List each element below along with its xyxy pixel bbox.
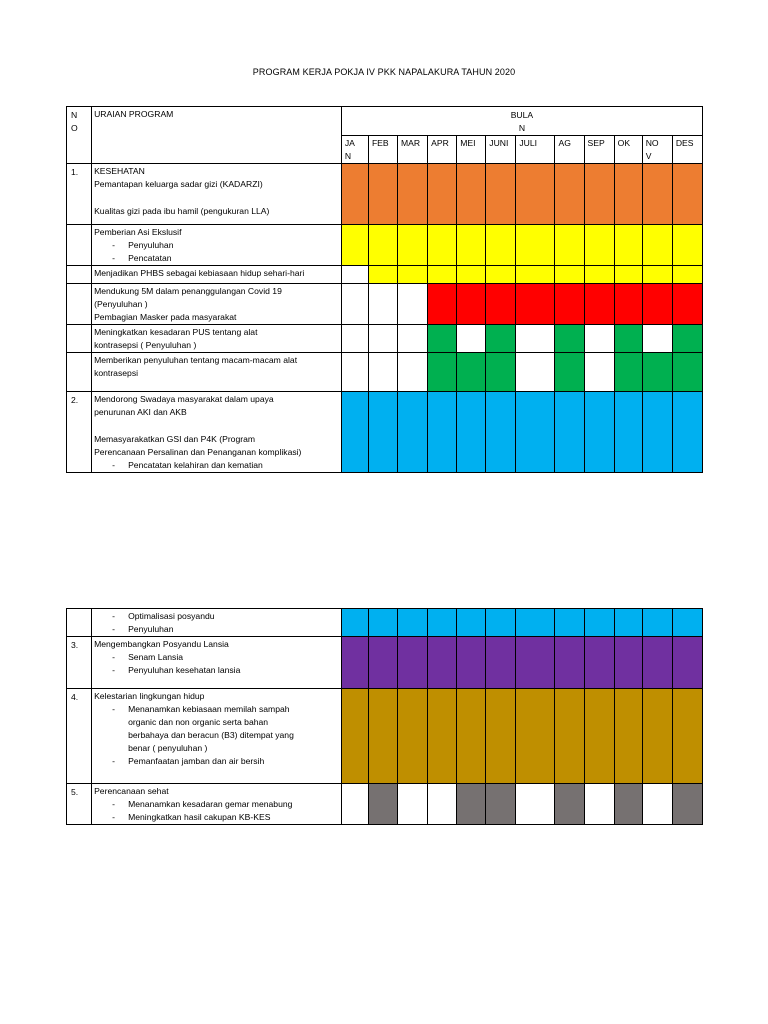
month-cell-apr bbox=[428, 637, 457, 689]
month-cell-sep bbox=[584, 392, 614, 473]
program-text: Optimalisasi posyandu bbox=[128, 611, 215, 621]
month-cell-mar bbox=[398, 609, 428, 637]
month-cell-juni bbox=[486, 689, 516, 784]
month-cell-mar bbox=[398, 637, 428, 689]
month-cell-mar bbox=[398, 392, 428, 473]
line-gap bbox=[94, 191, 341, 205]
program-row bbox=[67, 689, 703, 784]
month-cell-jan bbox=[341, 325, 368, 353]
program-subitem bbox=[94, 664, 341, 677]
header-no-label: N O bbox=[71, 110, 78, 133]
program-line bbox=[94, 354, 341, 367]
month-cell-apr bbox=[428, 609, 457, 637]
month-cell-feb bbox=[368, 784, 397, 825]
month-cell-juni bbox=[486, 637, 516, 689]
month-cell-nov bbox=[642, 325, 672, 353]
month-cell-jan bbox=[341, 225, 368, 266]
month-cell-ok bbox=[614, 225, 642, 266]
program-line bbox=[94, 433, 341, 446]
month-cell-sep bbox=[584, 325, 614, 353]
month-cell-sep bbox=[584, 266, 614, 284]
month-cell-ok bbox=[614, 609, 642, 637]
month-cell-sep bbox=[584, 784, 614, 825]
month-cell-ag bbox=[555, 392, 584, 473]
program-line bbox=[94, 339, 341, 352]
program-text: Penyuluhan kesehatan lansia bbox=[128, 665, 241, 675]
row-number bbox=[67, 392, 92, 473]
row-number-label: 1. bbox=[71, 167, 79, 177]
row-number-label: 5. bbox=[71, 787, 79, 797]
month-label: JUNI bbox=[489, 138, 509, 148]
program-text: Penyuluhan bbox=[128, 240, 174, 250]
month-cell-mei bbox=[457, 637, 486, 689]
bullet-dash: - bbox=[112, 812, 115, 822]
month-cell-mar bbox=[398, 353, 428, 392]
month-cell-mar bbox=[398, 325, 428, 353]
month-cell-apr bbox=[428, 325, 457, 353]
program-subitem bbox=[94, 703, 341, 716]
row-number bbox=[67, 784, 92, 825]
month-cell-ok bbox=[614, 164, 642, 225]
month-cell-mei bbox=[457, 325, 486, 353]
month-cell-jan bbox=[341, 353, 368, 392]
month-cell-des bbox=[672, 353, 702, 392]
month-cell-des bbox=[672, 392, 702, 473]
row-number bbox=[67, 266, 92, 284]
month-cell-des bbox=[672, 284, 702, 325]
month-header-10 bbox=[642, 136, 672, 164]
month-cell-apr bbox=[428, 225, 457, 266]
month-cell-apr bbox=[428, 392, 457, 473]
program-row bbox=[67, 637, 703, 689]
program-text: Mengembangkan Posyandu Lansia bbox=[94, 639, 229, 649]
month-cell-nov bbox=[642, 164, 672, 225]
program-row bbox=[67, 784, 703, 825]
program-text: Menanamkan kesadaran gemar menabung bbox=[128, 799, 293, 809]
row-number-label: 3. bbox=[71, 640, 79, 650]
program-text: Pemberian Asi Ekslusif bbox=[94, 227, 182, 237]
month-cell-des bbox=[672, 637, 702, 689]
program-row bbox=[67, 609, 703, 637]
program-text: kontrasepsi bbox=[94, 368, 139, 378]
month-cell-juni bbox=[486, 164, 516, 225]
month-cell-ag bbox=[555, 784, 584, 825]
month-cell-apr bbox=[428, 164, 457, 225]
program-line bbox=[94, 393, 341, 406]
month-label: APR bbox=[431, 138, 449, 148]
month-cell-ag bbox=[555, 609, 584, 637]
month-cell-sep bbox=[584, 609, 614, 637]
program-text: Kelestarian lingkungan hidup bbox=[94, 691, 205, 701]
program-description bbox=[92, 325, 342, 353]
month-cell-nov bbox=[642, 689, 672, 784]
month-cell-feb bbox=[368, 609, 397, 637]
month-cell-feb bbox=[368, 689, 397, 784]
month-label: JA N bbox=[344, 138, 355, 161]
month-cell-ag bbox=[555, 284, 584, 325]
month-cell-ag bbox=[555, 225, 584, 266]
month-cell-ag bbox=[555, 325, 584, 353]
month-cell-apr bbox=[428, 689, 457, 784]
month-cell-juni bbox=[486, 225, 516, 266]
program-line bbox=[94, 267, 341, 280]
program-line bbox=[94, 785, 341, 798]
month-cell-mei bbox=[457, 609, 486, 637]
program-text: benar ( penyuluhan ) bbox=[128, 743, 208, 753]
month-cell-apr bbox=[428, 266, 457, 284]
program-text: Menjadikan PHBS sebagai kebiasaan hidup sehari-hari bbox=[94, 268, 305, 278]
program-subitem bbox=[94, 755, 341, 768]
month-cell-mei bbox=[457, 284, 486, 325]
program-text: Pencatatan bbox=[128, 253, 172, 263]
program-table-page2 bbox=[66, 608, 703, 825]
month-cell-juli bbox=[516, 266, 555, 284]
month-cell-mar bbox=[398, 689, 428, 784]
month-cell-mei bbox=[457, 164, 486, 225]
program-subitem bbox=[94, 610, 341, 623]
program-line bbox=[94, 205, 341, 218]
month-cell-ok bbox=[614, 284, 642, 325]
program-description bbox=[92, 225, 342, 266]
program-text: penurunan AKI dan AKB bbox=[94, 407, 187, 417]
row-number bbox=[67, 689, 92, 784]
month-cell-des bbox=[672, 164, 702, 225]
month-cell-sep bbox=[584, 637, 614, 689]
bullet-dash: - bbox=[112, 799, 115, 809]
month-cell-ok bbox=[614, 266, 642, 284]
program-text: organic dan non organic serta bahan bbox=[128, 717, 269, 727]
month-cell-nov bbox=[642, 637, 672, 689]
month-cell-des bbox=[672, 325, 702, 353]
month-header-0 bbox=[341, 136, 368, 164]
row-number bbox=[67, 609, 92, 637]
month-cell-mei bbox=[457, 225, 486, 266]
row-number-label: 4. bbox=[71, 692, 79, 702]
month-cell-mei bbox=[457, 266, 486, 284]
month-cell-nov bbox=[642, 225, 672, 266]
month-label: SEP bbox=[587, 138, 605, 148]
month-cell-ag bbox=[555, 164, 584, 225]
row-number bbox=[67, 284, 92, 325]
bullet-dash: - bbox=[112, 756, 115, 766]
program-line bbox=[94, 326, 341, 339]
program-text: Senam Lansia bbox=[128, 652, 184, 662]
program-text: Perencanaan Persalinan dan Penanganan komplikasi) bbox=[94, 447, 302, 457]
month-cell-feb bbox=[368, 225, 397, 266]
month-cell-apr bbox=[428, 784, 457, 825]
month-cell-jan bbox=[341, 689, 368, 784]
program-line bbox=[94, 638, 341, 651]
program-text: (Penyuluhan ) bbox=[94, 299, 148, 309]
month-cell-juni bbox=[486, 325, 516, 353]
month-header-11 bbox=[672, 136, 702, 164]
program-row bbox=[67, 392, 703, 473]
program-subitem bbox=[94, 798, 341, 811]
month-cell-ok bbox=[614, 353, 642, 392]
month-cell-mar bbox=[398, 284, 428, 325]
month-cell-feb bbox=[368, 392, 397, 473]
month-cell-mar bbox=[398, 784, 428, 825]
bullet-dash: - bbox=[112, 704, 115, 714]
month-header-7 bbox=[555, 136, 584, 164]
month-cell-feb bbox=[368, 325, 397, 353]
month-cell-juli bbox=[516, 325, 555, 353]
program-line bbox=[94, 298, 341, 311]
header-bulan bbox=[341, 107, 702, 136]
bullet-dash: - bbox=[112, 460, 115, 470]
program-text: Kualitas gizi pada ibu hamil (pengukuran LLA) bbox=[94, 206, 270, 216]
month-cell-sep bbox=[584, 353, 614, 392]
program-subitem bbox=[94, 623, 341, 636]
document-title: PROGRAM KERJA POKJA IV PKK NAPALAKURA TAHUN 2020 bbox=[252, 67, 516, 77]
month-cell-ok bbox=[614, 392, 642, 473]
month-header-1 bbox=[368, 136, 397, 164]
month-cell-juni bbox=[486, 609, 516, 637]
program-subitem bbox=[94, 239, 341, 252]
program-description bbox=[92, 689, 342, 784]
program-text: Perencanaan sehat bbox=[94, 786, 169, 796]
month-cell-feb bbox=[368, 353, 397, 392]
row-number bbox=[67, 225, 92, 266]
header-no bbox=[67, 107, 92, 164]
program-text: Mendorong Swadaya masyarakat dalam upaya bbox=[94, 394, 274, 404]
program-text: Meningkatkan hasil cakupan KB-KES bbox=[128, 812, 271, 822]
program-line bbox=[94, 690, 341, 703]
program-row bbox=[67, 266, 703, 284]
month-cell-apr bbox=[428, 284, 457, 325]
month-cell-sep bbox=[584, 225, 614, 266]
program-description bbox=[92, 164, 342, 225]
program-line bbox=[94, 226, 341, 239]
month-cell-mei bbox=[457, 392, 486, 473]
header-program bbox=[92, 107, 342, 164]
program-line bbox=[94, 285, 341, 298]
program-subitem bbox=[94, 651, 341, 664]
month-cell-des bbox=[672, 689, 702, 784]
program-line bbox=[94, 446, 341, 459]
row-number bbox=[67, 164, 92, 225]
program-line bbox=[94, 716, 341, 729]
program-text: Memberikan penyuluhan tentang macam-macam alat bbox=[94, 355, 298, 365]
month-cell-nov bbox=[642, 284, 672, 325]
month-cell-feb bbox=[368, 164, 397, 225]
month-label: OK bbox=[617, 138, 631, 148]
month-header-2 bbox=[398, 136, 428, 164]
program-text: Meningkatkan kesadaran PUS tentang alat bbox=[94, 327, 258, 337]
month-cell-apr bbox=[428, 353, 457, 392]
program-text: Menanamkan kebiasaan memilah sampah bbox=[128, 704, 290, 714]
month-cell-feb bbox=[368, 637, 397, 689]
header-row-top bbox=[67, 107, 703, 136]
month-cell-juli bbox=[516, 689, 555, 784]
program-subitem bbox=[94, 459, 341, 472]
month-cell-mei bbox=[457, 689, 486, 784]
month-cell-des bbox=[672, 266, 702, 284]
program-line bbox=[94, 178, 341, 191]
month-cell-mar bbox=[398, 225, 428, 266]
line-gap bbox=[94, 419, 341, 433]
month-cell-juli bbox=[516, 609, 555, 637]
bullet-dash: - bbox=[112, 240, 115, 250]
month-cell-juni bbox=[486, 266, 516, 284]
program-row bbox=[67, 284, 703, 325]
month-label: AG bbox=[558, 138, 571, 148]
month-cell-mar bbox=[398, 164, 428, 225]
month-cell-nov bbox=[642, 784, 672, 825]
month-cell-juli bbox=[516, 284, 555, 325]
program-subitem bbox=[94, 811, 341, 824]
bullet-dash: - bbox=[112, 624, 115, 634]
program-line bbox=[94, 742, 341, 755]
month-cell-juli bbox=[516, 225, 555, 266]
month-cell-juni bbox=[486, 392, 516, 473]
bullet-dash: - bbox=[112, 253, 115, 263]
month-cell-des bbox=[672, 784, 702, 825]
month-cell-ag bbox=[555, 637, 584, 689]
month-cell-feb bbox=[368, 266, 397, 284]
month-header-9 bbox=[614, 136, 642, 164]
month-label: MEI bbox=[460, 138, 476, 148]
program-row bbox=[67, 164, 703, 225]
month-cell-juli bbox=[516, 353, 555, 392]
bullet-dash: - bbox=[112, 652, 115, 662]
month-cell-juli bbox=[516, 784, 555, 825]
program-text: Pembagian Masker pada masyarakat bbox=[94, 312, 237, 322]
month-cell-nov bbox=[642, 353, 672, 392]
program-row bbox=[67, 225, 703, 266]
row-number bbox=[67, 353, 92, 392]
program-line bbox=[94, 311, 341, 324]
header-program-label: URAIAN PROGRAM bbox=[94, 109, 174, 119]
program-text: Pencatatan kelahiran dan kematian bbox=[128, 460, 263, 470]
month-cell-ok bbox=[614, 637, 642, 689]
month-cell-sep bbox=[584, 689, 614, 784]
month-cell-mei bbox=[457, 353, 486, 392]
month-header-6 bbox=[516, 136, 555, 164]
program-text: kontrasepsi ( Penyuluhan ) bbox=[94, 340, 197, 350]
month-cell-des bbox=[672, 609, 702, 637]
month-cell-des bbox=[672, 225, 702, 266]
month-cell-jan bbox=[341, 392, 368, 473]
month-cell-juni bbox=[486, 353, 516, 392]
month-cell-juni bbox=[486, 784, 516, 825]
month-cell-nov bbox=[642, 609, 672, 637]
program-line bbox=[94, 729, 341, 742]
program-line bbox=[94, 165, 341, 178]
month-header-3 bbox=[428, 136, 457, 164]
month-header-4 bbox=[457, 136, 486, 164]
program-line bbox=[94, 367, 341, 380]
program-description bbox=[92, 637, 342, 689]
month-cell-mei bbox=[457, 784, 486, 825]
program-description bbox=[92, 609, 342, 637]
month-cell-ag bbox=[555, 353, 584, 392]
month-cell-jan bbox=[341, 784, 368, 825]
month-label: NO V bbox=[645, 138, 659, 161]
program-description bbox=[92, 784, 342, 825]
bullet-dash: - bbox=[112, 665, 115, 675]
program-line bbox=[94, 406, 341, 419]
header-bulan-label: BULA N bbox=[510, 110, 534, 133]
month-cell-juni bbox=[486, 284, 516, 325]
program-text: Memasyarakatkan GSI dan P4K (Program bbox=[94, 434, 256, 444]
month-cell-ok bbox=[614, 689, 642, 784]
month-cell-sep bbox=[584, 284, 614, 325]
month-cell-juli bbox=[516, 164, 555, 225]
program-row bbox=[67, 353, 703, 392]
program-text: Penyuluhan bbox=[128, 624, 174, 634]
program-description bbox=[92, 353, 342, 392]
program-description bbox=[92, 392, 342, 473]
month-cell-jan bbox=[341, 266, 368, 284]
month-cell-juli bbox=[516, 637, 555, 689]
month-cell-jan bbox=[341, 164, 368, 225]
month-label: JULI bbox=[519, 138, 538, 148]
program-description bbox=[92, 284, 342, 325]
program-text: Mendukung 5M dalam penanggulangan Covid 19 bbox=[94, 286, 282, 296]
program-text: KESEHATAN bbox=[94, 166, 145, 176]
month-cell-juli bbox=[516, 392, 555, 473]
month-cell-ok bbox=[614, 325, 642, 353]
program-text: berbahaya dan beracun (B3) ditempat yang bbox=[128, 730, 294, 740]
month-cell-mar bbox=[398, 266, 428, 284]
month-cell-nov bbox=[642, 266, 672, 284]
month-cell-ok bbox=[614, 784, 642, 825]
month-cell-ag bbox=[555, 689, 584, 784]
month-label: DES bbox=[675, 138, 694, 148]
month-cell-sep bbox=[584, 164, 614, 225]
bullet-dash: - bbox=[112, 611, 115, 621]
month-label: FEB bbox=[371, 138, 389, 148]
program-text: Pemantapan keluarga sadar gizi (KADARZI) bbox=[94, 179, 263, 189]
program-table-page1 bbox=[66, 106, 703, 473]
month-cell-jan bbox=[341, 284, 368, 325]
month-cell-jan bbox=[341, 609, 368, 637]
program-subitem bbox=[94, 252, 341, 265]
row-number-label: 2. bbox=[71, 395, 79, 405]
month-cell-nov bbox=[642, 392, 672, 473]
month-cell-feb bbox=[368, 284, 397, 325]
program-description bbox=[92, 266, 342, 284]
month-cell-jan bbox=[341, 637, 368, 689]
program-text: Pemanfaatan jamban dan air bersih bbox=[128, 756, 265, 766]
month-header-5 bbox=[486, 136, 516, 164]
month-label: MAR bbox=[401, 138, 421, 148]
program-row bbox=[67, 325, 703, 353]
month-header-8 bbox=[584, 136, 614, 164]
row-number bbox=[67, 325, 92, 353]
row-number bbox=[67, 637, 92, 689]
month-cell-ag bbox=[555, 266, 584, 284]
